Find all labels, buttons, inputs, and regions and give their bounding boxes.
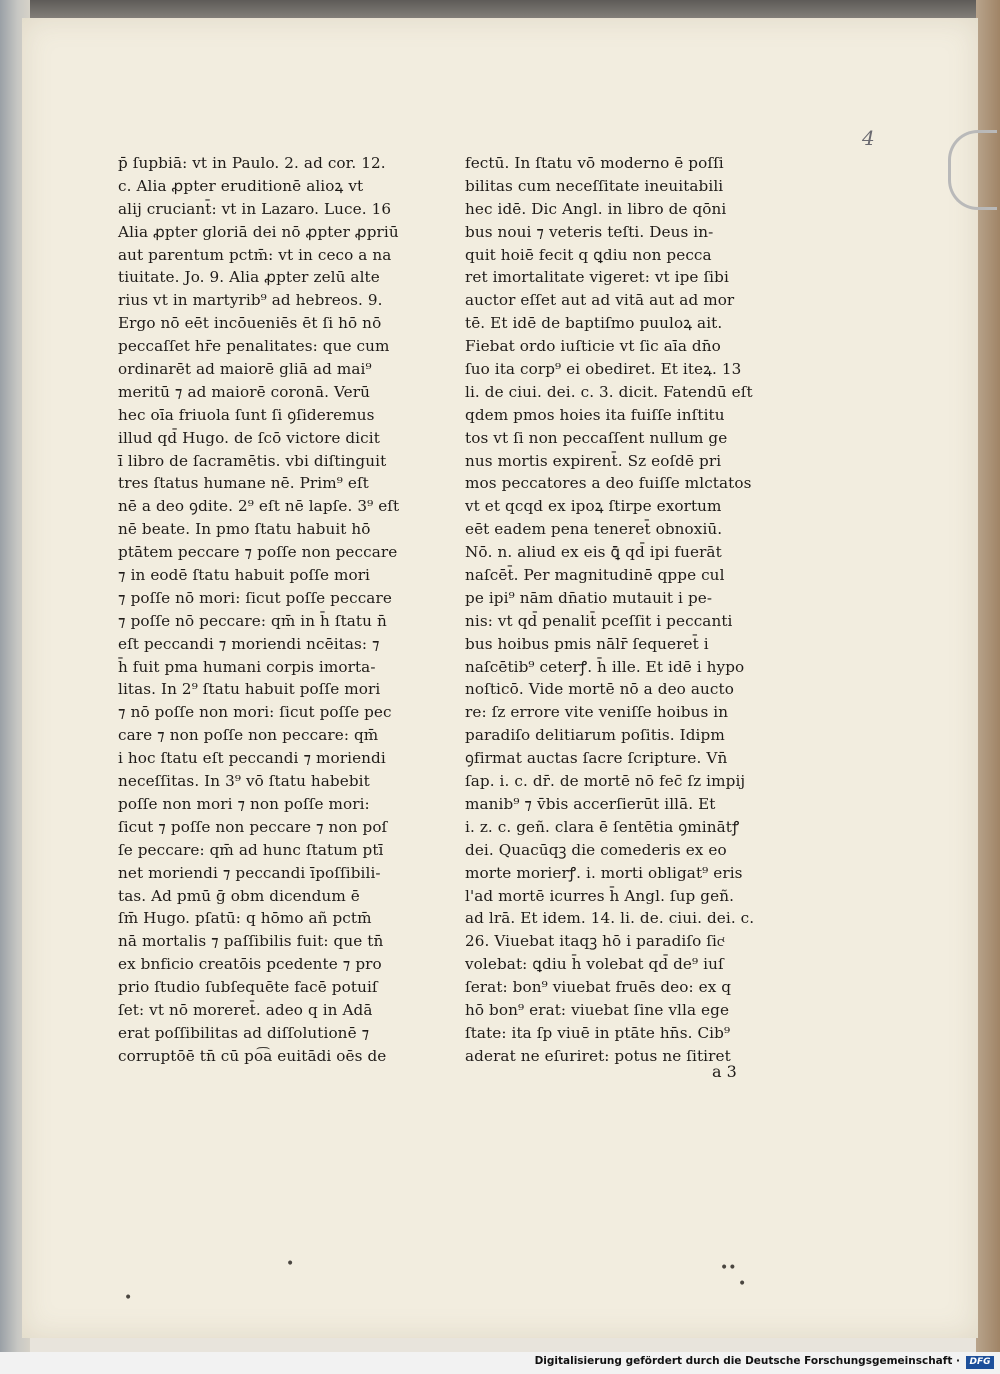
- text-line: tas. Ad pmū ḡ obm dicendum ē: [118, 886, 360, 905]
- text-line: ſm̄ Hugo. pſatū: q hōmo añ pctm̄: [118, 909, 372, 928]
- text-line: ⁊ poſſe nō peccare: qm̄ in h̄ ſtatu n̄: [118, 611, 387, 630]
- right-text-column: [465, 152, 765, 1068]
- page-clip: [948, 130, 997, 210]
- text-line: naſcētib⁹ ceterꝭ. h̄ ille. Et idē i hypo: [465, 657, 745, 676]
- text-line: qdem pmos hoies ita fuiſſe inſtitu: [465, 405, 725, 424]
- text-line: hec oīa friuola ſunt ſi ꝯſideremus: [118, 405, 375, 424]
- text-line: ſuo ita corp⁹ ei obediret. Et iteꝝ. 13: [465, 360, 742, 379]
- text-line: ſet: vt nō moreret̄. adeo q in Adā: [118, 1000, 373, 1019]
- text-line: Alia ꝓpter gloriā dei nō ꝓpter ꝓpriū: [118, 222, 399, 241]
- text-line: hec idē. Dic Angl. in libro de qōni: [465, 199, 727, 218]
- text-line: erat poſſibilitas ad diſſolutionē ⁊: [118, 1023, 370, 1042]
- text-line: fectū. In ſtatu vō moderno ē poſſi: [465, 154, 724, 172]
- text-line: vt et qcqd ex ipoꝝ ſtirpe exortum: [465, 497, 722, 516]
- text-line: p̄ ſupbiā: vt in Paulo. 2. ad cor. 12.: [118, 154, 386, 172]
- text-line: ꝯfirmat auctas ſacre ſcripture. Vn̄: [465, 749, 728, 768]
- left-text-column: [118, 152, 418, 1068]
- text-line: peccaſſet hr̄e penalitates: que cum: [118, 337, 390, 356]
- text-line: Ergo nō eēt incōueniēs ēt ſi hō nō: [118, 314, 382, 333]
- text-line: poſſe non mori ⁊ non poſſe mori:: [118, 794, 370, 813]
- text-line: ad lrā. Et idem. 14. li. de. ciui. dei. c.: [465, 909, 755, 928]
- text-line: net moriendi ⁊ peccandi īpoſſibili-: [118, 863, 381, 882]
- ink-spot: •: [738, 1276, 747, 1292]
- text-line: quit hoiē fecit q ꝗdiu non pecca: [465, 245, 712, 264]
- text-line: prio ſtudio ſubſequēte facē potuiſ: [118, 978, 378, 997]
- text-line: mos peccatores a deo fuiſſe mlctatos: [465, 474, 752, 493]
- text-line: naſcēt̄. Per magnitudinē qppe cul: [465, 566, 725, 585]
- text-line: hō bon⁹ erat: viuebat ſine vlla ege: [465, 1000, 730, 1019]
- text-line: nā mortalis ⁊ paſſibilis fuit: que tn̄: [118, 932, 384, 951]
- text-line: manib⁹ ⁊ v̄bis accerſierūt illā. Et: [465, 794, 716, 813]
- text-line: ret imortalitate vigeret: vt ipe ſibi: [465, 268, 729, 287]
- text-line: dei. Quacūqꝫ die comederis ex eo: [465, 840, 727, 859]
- text-line: neceſſitas. In 3⁹ vō ſtatu habebit: [118, 772, 370, 791]
- text-line: nē a deo ꝯdite. 2⁹ eſt nē lapſe. 3⁹ eſt: [118, 497, 400, 516]
- text-line: c. Alia ꝓpter eruditionē alioꝝ vt: [118, 176, 364, 195]
- text-line: aut parentum pctm̄: vt in ceco a na: [118, 245, 392, 264]
- text-line: tiuitate. Jo. 9. Alia ꝓpter zelū alte: [118, 268, 380, 287]
- text-line: tē. Et idē de baptiſmo puuloꝝ ait.: [465, 314, 723, 333]
- text-line: eſt peccandi ⁊ moriendi ncēitas: ⁊: [118, 634, 380, 653]
- text-line: meritū ⁊ ad maiorē coronā. Verū: [118, 382, 370, 401]
- text-line: eēt eadem pena teneret̄ obnoxiū.: [465, 520, 723, 539]
- footer-bar: [0, 1352, 1000, 1374]
- text-line: corruptōē tn̄ cū po͡a euitādi oēs de: [118, 1046, 387, 1065]
- text-line: tres ſtatus humane nē. Prim⁹ eſt: [118, 474, 369, 493]
- text-line: li. de ciui. dei. c. 3. dicit. Fatendū eſt: [465, 382, 753, 401]
- text-line: ſap. i. c. dr̄. de mortē nō fec̄ ſz impij: [465, 772, 746, 791]
- text-line: ī libro de ſacramētis. vbi diſtinguit: [118, 451, 387, 470]
- text-line: pe ipi⁹ nām dn̄atio mutauit i pe-: [465, 588, 713, 607]
- text-line: rius vt in martyrib⁹ ad hebreos. 9.: [118, 291, 383, 310]
- text-line: nus mortis expirent̄. Sz eoſdē pri: [465, 451, 722, 470]
- text-line: bus hoibus pmis nālr̄ ſequeret̄ i: [465, 634, 709, 653]
- text-line: volebat: ꝗdiu h̄ volebat qd̄ de⁹ iuſ: [465, 955, 724, 974]
- text-line: Fiebat ordo iuſticie vt ſic aīa dn̄o: [465, 337, 721, 356]
- text-line: ⁊ nō poſſe non mori: ſicut poſſe pec: [118, 703, 392, 722]
- text-line: ex bnficio creatōis pcedente ⁊ pro: [118, 955, 382, 974]
- text-line: ⁊ poſſe nō mori: ſicut poſſe peccare: [118, 588, 392, 607]
- text-line: auctor eſſet aut ad vitā aut ad mor: [465, 291, 735, 310]
- text-line: illud qd̄ Hugo. de ſcō victore dicit: [118, 428, 380, 447]
- ink-spot: •: [286, 1256, 295, 1272]
- text-line: i hoc ſtatu eſt peccandi ⁊ moriendi: [118, 749, 386, 768]
- text-line: alij cruciant̄: vt in Lazaro. Luce. 16: [118, 199, 392, 218]
- text-line: l'ad mortē icurres h̄ Angl. ſup geñ.: [465, 886, 734, 905]
- text-line: nis: vt qd̄ penalit̄ pceſſit i peccanti: [465, 611, 733, 630]
- text-line: Nō. n. aliud ex eis ꝗ̄ qd̄ ipi fuerāt: [465, 543, 722, 562]
- signature-mark: a 3: [712, 1062, 737, 1081]
- text-line: noſticō. Vide mortē nō a deo aucto: [465, 680, 734, 699]
- text-line: ordinarēt ad maiorē gliā ad mai⁹: [118, 360, 372, 379]
- text-line: morte morierꝭ. i. morti obligat⁹ eris: [465, 863, 743, 882]
- text-line: ſe peccare: qm̄ ad hunc ſtatum ptī: [118, 840, 384, 859]
- text-line: nē beate. In pmo ſtatu habuit hō: [118, 520, 371, 539]
- text-line: ſicut ⁊ poſſe non peccare ⁊ non poſ: [118, 817, 388, 836]
- text-line: ⁊ in eodē ſtatu habuit poſſe mori: [118, 566, 371, 585]
- ink-spot: •: [124, 1290, 133, 1306]
- ink-spot: ••: [720, 1260, 737, 1276]
- text-line: care ⁊ non poſſe non peccare: qm̄: [118, 726, 379, 745]
- text-line: bilitas cum neceſſitate ineuitabili: [465, 176, 724, 195]
- footer-credit: Digitalisierung gefördert durch die Deutsche Forschungsgemeinschaft ·: [534, 1355, 960, 1367]
- text-line: aderat ne eſuriret: potus ne ſitiret: [465, 1046, 731, 1065]
- text-line: tos vt ſi non peccaſſent nullum ge: [465, 428, 728, 447]
- text-line: re: ſz errore vite veniſſe hoibus in: [465, 703, 729, 722]
- text-line: paradiſo delitiarum poſitis. Idipm: [465, 726, 725, 745]
- text-line: i. z. c. geñ. clara ē ſentētia ꝯminātꝭ: [465, 817, 740, 836]
- text-line: ptātem peccare ⁊ poſſe non peccare: [118, 543, 398, 562]
- text-line: bus noui ⁊ veteris teſti. Deus in-: [465, 222, 714, 241]
- dfg-logo: DFG: [966, 1356, 994, 1369]
- text-line: h̄ fuit pma humani corpis imorta-: [118, 657, 376, 676]
- text-line: litas. In 2⁹ ſtatu habuit poſſe mori: [118, 680, 381, 699]
- text-line: ſerat: bon⁹ viuebat fruēs deo: ex q: [465, 978, 732, 997]
- text-line: 26. Viuebat itaqꝫ hō i paradiſo ſicͭ: [465, 932, 724, 951]
- folio-number: 4: [862, 126, 875, 150]
- text-line: ſtate: ita ſp viuē in ptāte hn̄s. Cib⁹: [465, 1023, 731, 1042]
